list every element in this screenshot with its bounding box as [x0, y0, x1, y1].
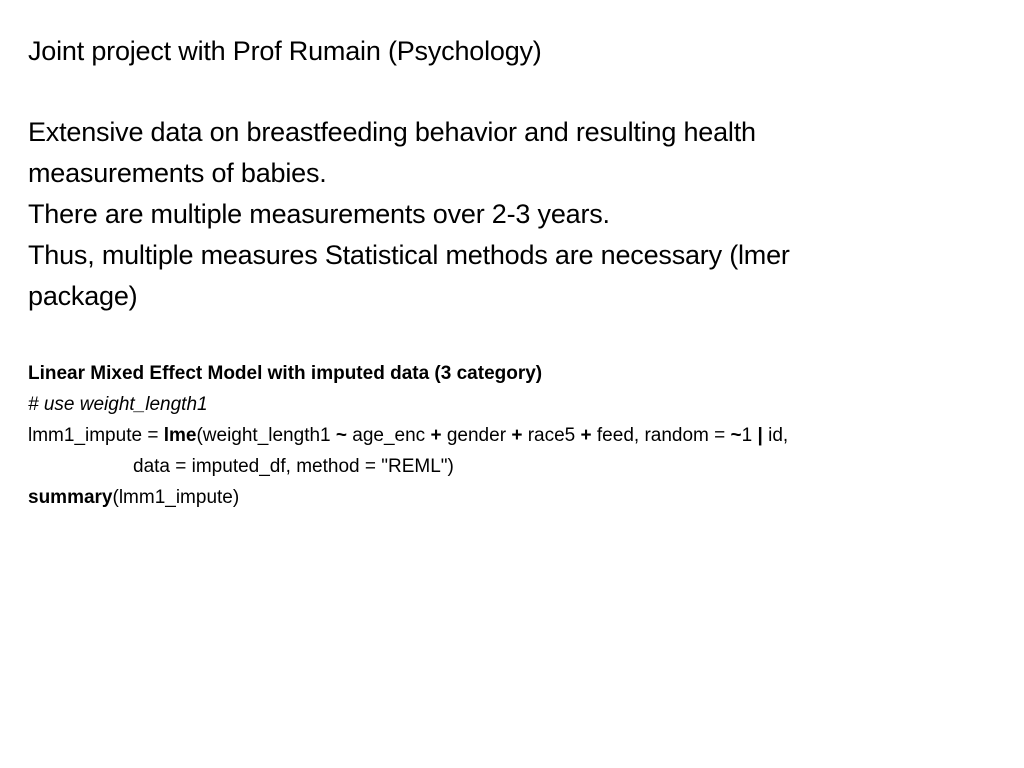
description-line-3: There are multiple measurements over 2-3 years. [28, 199, 610, 229]
lme-function: lme [163, 425, 197, 446]
summary-args: (lmm1_impute) [112, 487, 240, 508]
term-feed: feed, random = [591, 425, 731, 446]
code-continuation: data = imputed_df, method = "REML") [133, 456, 454, 477]
code-model-line [28, 425, 788, 447]
description-line-2: measurements of babies. [28, 158, 327, 188]
term-race: race5 [522, 425, 581, 446]
description-line-4: Thus, multiple measures Statistical methods are necessary (lmer [28, 240, 790, 270]
term-gender: gender [441, 425, 512, 446]
code-summary-line [28, 487, 239, 509]
term-id: id, [762, 425, 789, 446]
plus-operator-3: + [580, 425, 592, 446]
code-comment: # use weight_length1 [28, 394, 208, 415]
summary-function: summary [28, 487, 113, 508]
description-line-1: Extensive data on breastfeeding behavior and resulting health [28, 117, 756, 147]
tilde-operator: ~ [335, 425, 347, 446]
project-line: Joint project with Prof Rumain (Psychology) [28, 36, 542, 66]
assign-prefix: lmm1_impute = [28, 425, 164, 446]
bar-operator: | [757, 425, 763, 446]
tilde-operator-2: ~ [730, 425, 742, 446]
code-heading: Linear Mixed Effect Model with imputed data (3 category) [28, 363, 543, 384]
arg-open: (weight_length1 [196, 425, 336, 446]
term-one: 1 [741, 425, 758, 446]
plus-operator-2: + [511, 425, 523, 446]
plus-operator-1: + [430, 425, 442, 446]
description-line-5: package) [28, 281, 138, 311]
term-age: age_enc [347, 425, 431, 446]
